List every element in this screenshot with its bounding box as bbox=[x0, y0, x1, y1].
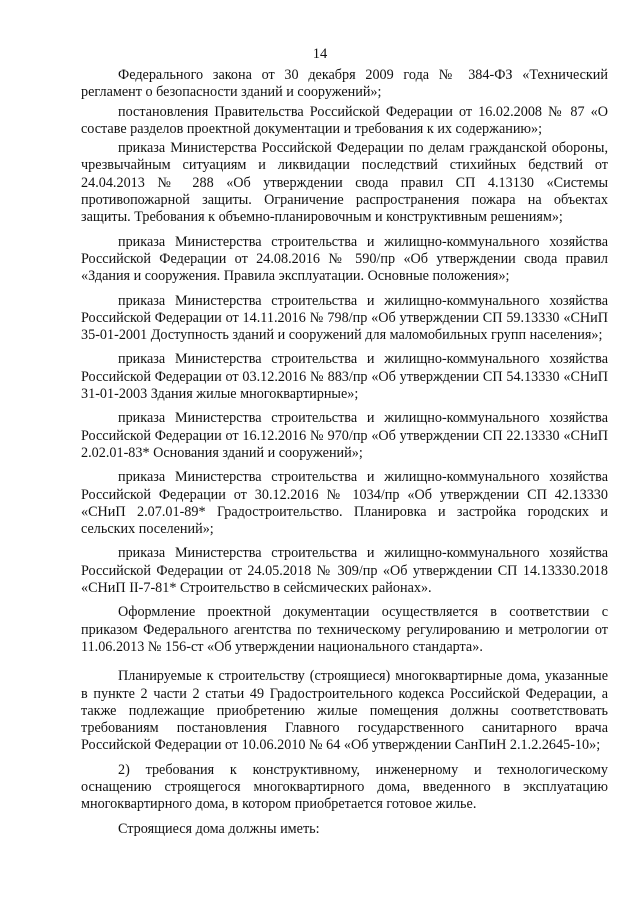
paragraph-federal-law-384: Федерального закона от 30 декабря 2009 года № 384-ФЗ «Технический регламент о безопасности зданий и сооружений»; bbox=[81, 67, 608, 101]
paragraph-houses-must-have: Строящиеся дома должны иметь: bbox=[118, 820, 320, 837]
paragraph-documentation-formatting: Оформление проектной документации осуществляется в соответствии с приказом Федерального агентства по техническому регулированию и метрологии от 11.06.2013 № 156-ст «Об утверждении национального стандарта». bbox=[81, 604, 608, 655]
paragraph-emergency-ministry-order-288: приказа Министерства Российской Федерации по делам гражданской обороны, чрезвычайным ситуациям и ликвидации последствий стихийных бедствий от 24.04.2013 № 288 «Об утверждении свода правил СП 4.13130 «Системы противопожарной защиты. Ограничение распространения пожара на объектах защиты. Требования к объемно-планировочным и конструктивным решениям»; bbox=[81, 140, 608, 226]
paragraph-sanitary-requirements: Планируемые к строительству (строящиеся) многоквартирные дома, указанные в пункте 2 части 2 статьи 49 Градостроительного кодекса Российской Федерации, а также подлежащие приобретению жилые помещения должны соответствовать требованиям постановления Главного государственного санитарного врача Российской Федерации от 10.06.2010 № 64 «Об утверждении СанПиН 2.1.2.2645-10»; bbox=[81, 668, 608, 754]
paragraph-minstroy-order-798: приказа Министерства строительства и жилищно-коммунального хозяйства Российской Федерации от 14.11.2016 № 798/пр «Об утверждении СП 59.13330 «СНиП 35-01-2001 Доступность зданий и сооружений для маломобильных групп населения»; bbox=[81, 292, 608, 344]
paragraph-government-decree-87: постановления Правительства Российской Федерации от 16.02.2008 № 87 «О составе разделов проектной документации и требования к их содержанию»; bbox=[81, 103, 608, 137]
document-body bbox=[81, 67, 608, 840]
paragraph-technical-requirements: 2) требования к конструктивному, инженерному и технологическому оснащению строящегося многоквартирного дома, введенного в эксплуатацию многоквартирного дома, в котором приобретается готовое жилье. bbox=[81, 761, 608, 813]
paragraph-minstroy-order-1034: приказа Министерства строительства и жилищно-коммунального хозяйства Российской Федерации от 30.12.2016 № 1034/пр «Об утверждении СП 42.13330 «СНиП 2.07.01-89* Градостроительство. Планировка и застройка городских и сельских поселений»; bbox=[81, 469, 608, 538]
page-number: 14 bbox=[312, 46, 328, 62]
paragraph-minstroy-order-590: приказа Министерства строительства и жилищно-коммунального хозяйства Российской Федерации от 24.08.2016 № 590/пр «Об утверждении свода правил «Здания и сооружения. Правила эксплуатации. Основные положения»; bbox=[81, 233, 608, 285]
paragraph-minstroy-order-970: приказа Министерства строительства и жилищно-коммунального хозяйства Российской Федерации от 16.12.2016 № 970/пр «Об утверждении СП 22.13330 «СНиП 2.02.01-83* Основания зданий и сооружений»; bbox=[81, 410, 608, 461]
paragraph-minstroy-order-883: приказа Министерства строительства и жилищно-коммунального хозяйства Российской Федерации от 03.12.2016 № 883/пр «Об утверждении СП 54.13330 «СНиП 31-01-2003 Здания жилые многоквартирные»; bbox=[81, 351, 608, 403]
paragraph-minstroy-order-309: приказа Министерства строительства и жилищно-коммунального хозяйства Российской Федерации от 24.05.2018 № 309/пр «Об утверждении СП 14.13330.2018 «СНиП II-7-81* Строительство в сейсмических районах». bbox=[81, 545, 608, 597]
